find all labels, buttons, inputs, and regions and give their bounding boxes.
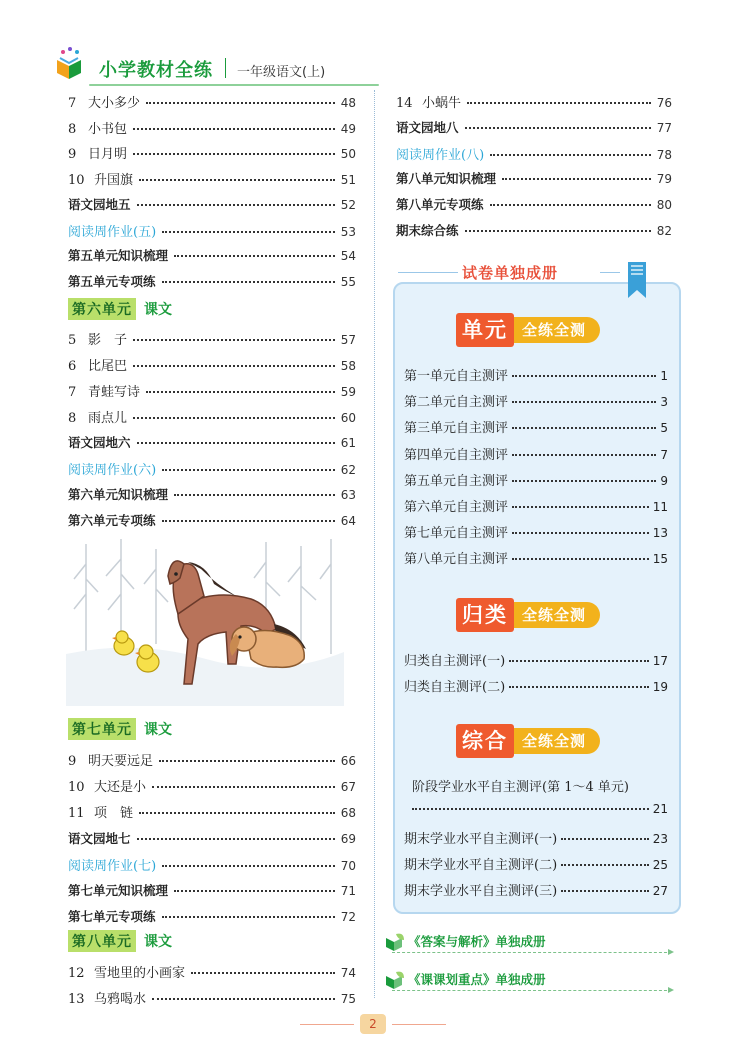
toc-row[interactable]: [68, 511, 356, 529]
test-title: 第六单元自主测评: [404, 500, 509, 515]
book-stars-logo-icon: [53, 46, 87, 80]
page-number: 76: [656, 96, 672, 110]
lesson-number: 10: [68, 173, 85, 189]
page-number: 72: [340, 910, 356, 925]
test-title: 第八单元自主测评: [404, 552, 509, 568]
lesson-title: 大小多少: [88, 96, 141, 111]
header-underline: [89, 84, 379, 86]
test-title: 第四单元自主测评: [404, 447, 509, 463]
test-row[interactable]: [404, 854, 668, 873]
unit-badge-main: 单元: [456, 313, 514, 347]
page-number: 15: [652, 552, 668, 567]
leader-dots: [162, 231, 335, 233]
page-number: 64: [340, 514, 356, 528]
toc-row[interactable]: [396, 195, 672, 213]
test-row[interactable]: [404, 548, 668, 567]
bookmark-ribbon-icon: [626, 262, 648, 300]
lesson-title: 雨点儿: [88, 411, 128, 426]
lesson-title: 语文园地六: [68, 435, 131, 450]
test-row[interactable]: [404, 650, 668, 669]
page-number: 49: [340, 121, 356, 136]
page-number: 74: [340, 966, 356, 980]
page-number: 9: [660, 473, 668, 488]
test-row[interactable]: [404, 880, 668, 899]
toc-row[interactable]: [68, 195, 356, 213]
leader-dots: [512, 401, 656, 403]
toc-row[interactable]: [68, 907, 356, 925]
comprehensive-badge-sub: 全练全测: [514, 728, 600, 754]
page-number: 3: [660, 395, 668, 410]
page-number: 60: [340, 411, 356, 425]
lesson-title: 日月明: [88, 147, 128, 163]
brand-title: 小学教材全练: [99, 60, 213, 81]
test-row[interactable]: [404, 470, 668, 489]
page-number: 50: [340, 147, 356, 162]
toc-row[interactable]: [396, 144, 672, 163]
unit8-tag: 第八单元: [68, 930, 136, 952]
footer-line-left: [300, 1024, 354, 1025]
leader-dots: [162, 865, 335, 867]
toc-row[interactable]: [68, 881, 356, 899]
header-separator: [225, 58, 226, 78]
leader-dots: [512, 480, 656, 482]
page-number: 21: [652, 802, 668, 816]
leader-dots: [512, 454, 656, 456]
page-number: 78: [656, 147, 672, 162]
page-number: 11: [652, 500, 668, 514]
leader-dots: [133, 339, 335, 341]
lesson-title: 阅读周作业(七): [68, 858, 157, 874]
unit7-heading: [68, 718, 172, 740]
test-title: 第三单元自主测评: [404, 421, 509, 437]
page-number: 62: [340, 463, 356, 477]
lesson-title: 阅读周作业(六): [68, 463, 157, 478]
lesson-title: 比尾巴: [88, 359, 128, 374]
page-number: 63: [340, 488, 356, 502]
unit8-heading: [68, 930, 172, 952]
leader-dots: [465, 127, 651, 129]
leader-dots: [561, 838, 649, 840]
phase-test-title: 阶段学业水平自主测评(第 1～4 单元): [412, 780, 629, 795]
toc-row[interactable]: [68, 750, 356, 769]
toc-row[interactable]: [68, 459, 356, 478]
lesson-title: 第五单元专项练: [68, 273, 156, 289]
test-row[interactable]: [404, 828, 668, 847]
leader-dots: [133, 365, 335, 367]
panel-title: 试卷单独成册: [462, 264, 559, 282]
toc-row[interactable]: [68, 169, 356, 188]
toc-row[interactable]: [68, 143, 356, 162]
lesson-title: 第八单元知识梳理: [396, 171, 497, 187]
toc-row[interactable]: [68, 221, 356, 240]
toc-row[interactable]: [68, 246, 356, 264]
horse-dog-chicks-illustration: [66, 534, 344, 706]
leader-dots: [561, 864, 649, 866]
test-title: 第五单元自主测评: [404, 473, 509, 489]
toc-row[interactable]: [396, 118, 672, 136]
panel-title-line-right: [600, 272, 620, 273]
page-number: 75: [340, 992, 356, 1006]
leader-dots: [512, 375, 656, 377]
leader-dots: [465, 230, 651, 232]
leader-dots: [191, 972, 335, 974]
page-number: 57: [340, 333, 356, 347]
test-row[interactable]: [404, 444, 668, 463]
lesson-title: 项 链: [94, 806, 134, 822]
toc-row[interactable]: [396, 169, 672, 187]
leader-dots: [139, 179, 335, 181]
leader-dots: [174, 890, 335, 892]
toc-row[interactable]: [68, 272, 356, 290]
unit8-kewen: 课文: [144, 934, 172, 950]
lesson-number: 5: [68, 333, 77, 348]
test-title: 第二单元自主测评: [404, 395, 509, 411]
leader-dots: [467, 102, 651, 104]
unit-badge-sub: 全练全测: [514, 317, 600, 343]
lesson-number: 9: [68, 147, 77, 163]
lesson-title: 阅读周作业(八): [396, 147, 485, 163]
page-number: 58: [340, 359, 356, 373]
toc-row[interactable]: [68, 485, 356, 503]
leader-dots: [162, 281, 335, 283]
toc-row[interactable]: [68, 802, 356, 821]
toc-row[interactable]: [396, 92, 672, 111]
lesson-number: 9: [68, 754, 77, 769]
toc-row[interactable]: [68, 355, 356, 374]
phase-test-row[interactable]: [412, 802, 668, 816]
toc-row[interactable]: [68, 92, 356, 111]
column-divider: [374, 90, 375, 998]
page-number: 79: [656, 172, 672, 187]
lesson-title: 语文园地八: [396, 119, 459, 135]
dashed-arrow: [392, 990, 672, 991]
page-number: 7: [660, 447, 668, 462]
lesson-number: 8: [68, 121, 77, 137]
lesson-title: 第六单元专项练: [68, 513, 156, 528]
page-number: 70: [340, 858, 356, 873]
lesson-title: 大还是小: [94, 780, 147, 796]
lesson-title: 影 子: [88, 333, 128, 348]
toc-row[interactable]: [68, 829, 356, 847]
leader-dots: [512, 506, 649, 508]
panel-title-line-left: [398, 272, 458, 273]
lesson-title: 第七单元知识梳理: [68, 883, 169, 898]
leader-dots: [412, 808, 649, 810]
page-number: 66: [340, 754, 356, 768]
unit7-tag: 第七单元: [68, 718, 136, 740]
leader-dots: [152, 786, 335, 788]
test-title: 期末学业水平自主测评(二): [404, 858, 558, 873]
test-row[interactable]: [404, 365, 668, 384]
dashed-arrow: [392, 952, 672, 953]
toc-row[interactable]: [68, 329, 356, 348]
lesson-title: 雪地里的小画家: [94, 966, 186, 981]
leader-dots: [133, 153, 335, 155]
leader-dots: [512, 427, 656, 429]
toc-row[interactable]: [396, 221, 672, 239]
unit-test-badge: [456, 313, 600, 347]
page-number: 59: [340, 385, 356, 399]
leader-dots: [174, 494, 335, 496]
leader-dots: [502, 178, 651, 180]
page-number: 51: [340, 173, 356, 188]
test-title: 期末学业水平自主测评(三): [404, 884, 558, 899]
lesson-title: 期末综合练: [396, 223, 459, 238]
toc-row[interactable]: [68, 407, 356, 426]
lesson-title: 小蜗牛: [422, 96, 462, 111]
page-number: 48: [340, 96, 356, 110]
lesson-number: 7: [68, 96, 77, 111]
toc-row[interactable]: [68, 988, 356, 1007]
leader-dots: [137, 204, 335, 206]
lesson-title: 阅读周作业(五): [68, 224, 157, 240]
leader-dots: [162, 520, 335, 522]
lesson-title: 第五单元知识梳理: [68, 248, 169, 264]
page-number-badge: 2: [360, 1014, 386, 1034]
lesson-title: 第七单元专项练: [68, 909, 156, 925]
page-number: 67: [340, 780, 356, 795]
toc-row[interactable]: [68, 855, 356, 874]
lesson-title: 青蛙写诗: [88, 385, 141, 400]
unit6-kewen: 课文: [144, 302, 172, 318]
page-number: 5: [660, 421, 668, 436]
lesson-title: 小书包: [88, 121, 128, 137]
lesson-number: 11: [68, 806, 85, 822]
page-number: 54: [340, 249, 356, 264]
test-title: 归类自主测评(一): [404, 654, 506, 669]
leader-dots: [490, 154, 651, 156]
lesson-title: 第八单元专项练: [396, 197, 484, 213]
lesson-number: 12: [68, 966, 85, 981]
page-number: 71: [340, 884, 356, 898]
toc-row[interactable]: [68, 118, 356, 137]
book-leaf-icon: [384, 970, 406, 990]
lesson-number: 7: [68, 385, 77, 400]
category-badge-sub: 全练全测: [514, 602, 600, 628]
leader-dots: [146, 102, 335, 104]
toc-row[interactable]: [68, 962, 356, 981]
unit6-tag: 第六单元: [68, 298, 136, 320]
test-title: 第一单元自主测评: [404, 369, 509, 384]
test-row[interactable]: [404, 391, 668, 410]
page-number: 53: [340, 224, 356, 239]
test-title: 第七单元自主测评: [404, 526, 509, 542]
leader-dots: [137, 838, 335, 840]
page-number: 19: [652, 680, 668, 694]
page-number: 25: [652, 858, 668, 872]
page-number: 80: [656, 198, 672, 213]
page-number: 69: [340, 831, 356, 846]
leader-dots: [162, 469, 335, 471]
lesson-number: 10: [68, 780, 85, 796]
page-number: 23: [652, 832, 668, 846]
lesson-title: 语文园地七: [68, 830, 131, 846]
page-number: 27: [652, 884, 668, 898]
category-test-badge: [456, 598, 600, 632]
lesson-title: 明天要远足: [88, 754, 154, 769]
lesson-title: 升国旗: [94, 173, 134, 189]
lesson-title: 第六单元知识梳理: [68, 487, 169, 502]
test-row[interactable]: [404, 522, 668, 541]
leader-dots: [561, 890, 649, 892]
page-number: 61: [340, 436, 356, 450]
leader-dots: [162, 916, 335, 918]
toc-row[interactable]: [68, 381, 356, 400]
page-header: [45, 38, 725, 90]
test-row[interactable]: [404, 676, 668, 695]
page-number: 52: [340, 197, 356, 212]
unit6-heading: [68, 298, 172, 320]
lesson-title: 语文园地五: [68, 196, 131, 212]
comprehensive-test-badge: [456, 724, 600, 758]
test-title: 期末学业水平自主测评(一): [404, 832, 558, 847]
page-number: 82: [656, 224, 672, 238]
leader-dots: [133, 417, 335, 419]
leader-dots: [512, 532, 649, 534]
test-row[interactable]: [404, 417, 668, 436]
leader-dots: [512, 558, 649, 560]
key-points-book-note: [384, 968, 684, 992]
lesson-title: 乌鸦喝水: [94, 992, 147, 1007]
page-number: 77: [656, 120, 672, 135]
lesson-number: 14: [396, 96, 413, 111]
leader-dots: [137, 442, 335, 444]
leader-dots: [174, 255, 335, 257]
leader-dots: [159, 760, 335, 762]
lesson-number: 8: [68, 411, 77, 426]
test-row[interactable]: [404, 496, 668, 515]
comprehensive-badge-main: 综合: [456, 724, 514, 758]
leader-dots: [509, 686, 649, 688]
subject-label: 一年级语文(上): [237, 65, 326, 80]
leader-dots: [152, 998, 335, 1000]
page-number: 13: [652, 526, 668, 541]
leader-dots: [133, 128, 335, 130]
test-title: 归类自主测评(二): [404, 680, 506, 695]
category-badge-main: 归类: [456, 598, 514, 632]
toc-row[interactable]: [68, 776, 356, 795]
unit7-kewen: 课文: [144, 722, 172, 738]
book-leaf-icon: [384, 932, 406, 952]
leader-dots: [139, 812, 335, 814]
page-number: 68: [340, 806, 356, 821]
leader-dots: [509, 660, 649, 662]
lesson-number: 6: [68, 359, 77, 374]
lesson-number: 13: [68, 992, 85, 1007]
page-number: 55: [340, 274, 356, 289]
leader-dots: [490, 204, 651, 206]
footer-line-right: [392, 1024, 446, 1025]
answer-book-note-text: 《答案与解析》单独成册: [408, 934, 546, 949]
key-points-book-note-text: 《课课划重点》单独成册: [408, 972, 546, 987]
page-number: 17: [652, 654, 668, 668]
toc-row[interactable]: [68, 433, 356, 451]
leader-dots: [146, 391, 335, 393]
page-number: 1: [660, 369, 668, 383]
answer-book-note: [384, 930, 684, 954]
